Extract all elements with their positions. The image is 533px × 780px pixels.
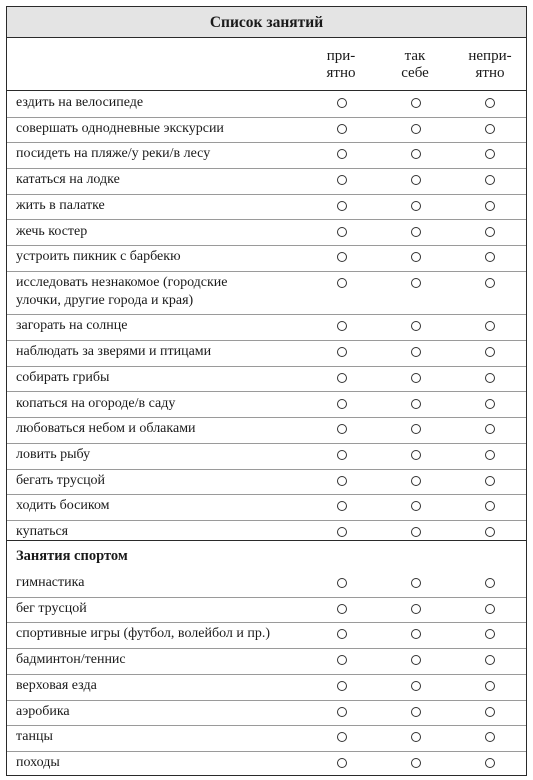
- column-header-so-so: так себе: [401, 48, 429, 81]
- radio-unpleasant[interactable]: [485, 347, 495, 357]
- radio-so-so[interactable]: [411, 758, 421, 768]
- activity-label: кататься на лодке: [16, 172, 120, 188]
- activity-label: бег трусцой: [16, 600, 87, 616]
- activity-label: ходить босиком: [16, 498, 110, 514]
- row-divider: [7, 700, 526, 701]
- radio-pleasant[interactable]: [337, 424, 347, 434]
- radio-so-so[interactable]: [411, 604, 421, 614]
- radio-so-so[interactable]: [411, 227, 421, 237]
- radio-pleasant[interactable]: [337, 604, 347, 614]
- radio-pleasant[interactable]: [337, 732, 347, 742]
- row-divider: [7, 443, 526, 444]
- activity-label: собирать грибы: [16, 369, 110, 385]
- activity-label: наблюдать за зверями и птицами: [16, 344, 212, 360]
- radio-unpleasant[interactable]: [485, 732, 495, 742]
- radio-unpleasant[interactable]: [485, 252, 495, 262]
- radio-unpleasant[interactable]: [485, 476, 495, 486]
- row-divider: [7, 391, 526, 392]
- activity-label: копаться на огороде/в саду: [16, 395, 176, 411]
- radio-so-so[interactable]: [411, 655, 421, 665]
- activity-label: танцы: [16, 729, 53, 745]
- row-divider: [7, 674, 526, 675]
- radio-pleasant[interactable]: [337, 399, 347, 409]
- radio-pleasant[interactable]: [337, 124, 347, 134]
- radio-unpleasant[interactable]: [485, 399, 495, 409]
- activity-label: бегать трусцой: [16, 472, 106, 488]
- activity-label: верховая езда: [16, 677, 97, 693]
- radio-so-so[interactable]: [411, 681, 421, 691]
- radio-so-so[interactable]: [411, 373, 421, 383]
- radio-pleasant[interactable]: [337, 278, 347, 288]
- activity-label: жить в палатке: [16, 197, 105, 213]
- row-divider: [7, 725, 526, 726]
- activity-label: улочки, другие города и края): [16, 292, 194, 308]
- row-divider: [7, 340, 526, 341]
- radio-so-so[interactable]: [411, 399, 421, 409]
- radio-so-so[interactable]: [411, 347, 421, 357]
- radio-unpleasant[interactable]: [485, 578, 495, 588]
- radio-pleasant[interactable]: [337, 347, 347, 357]
- activity-label: купаться: [16, 524, 69, 539]
- radio-pleasant[interactable]: [337, 201, 347, 211]
- row-divider: [7, 245, 526, 246]
- radio-pleasant[interactable]: [337, 175, 347, 185]
- radio-unpleasant[interactable]: [485, 175, 495, 185]
- row-divider: [7, 622, 526, 623]
- radio-pleasant[interactable]: [337, 655, 347, 665]
- radio-pleasant[interactable]: [337, 450, 347, 460]
- radio-so-so[interactable]: [411, 252, 421, 262]
- radio-unpleasant[interactable]: [485, 604, 495, 614]
- radio-pleasant[interactable]: [337, 227, 347, 237]
- header-divider: [7, 90, 526, 91]
- radio-pleasant[interactable]: [337, 758, 347, 768]
- radio-so-so[interactable]: [411, 732, 421, 742]
- radio-pleasant[interactable]: [337, 321, 347, 331]
- radio-so-so[interactable]: [411, 124, 421, 134]
- radio-so-so[interactable]: [411, 450, 421, 460]
- section-title-sports: Занятия спортом: [16, 548, 128, 564]
- radio-unpleasant[interactable]: [485, 201, 495, 211]
- radio-so-so[interactable]: [411, 578, 421, 588]
- row-divider: [7, 117, 526, 118]
- radio-so-so[interactable]: [411, 476, 421, 486]
- activity-label: устроить пикник с барбекю: [16, 249, 181, 265]
- radio-unpleasant[interactable]: [485, 373, 495, 383]
- activity-list-table: [6, 6, 527, 776]
- radio-unpleasant[interactable]: [485, 424, 495, 434]
- activity-label: совершать однодневные экскурсии: [16, 120, 224, 136]
- radio-so-so[interactable]: [411, 149, 421, 159]
- radio-unpleasant[interactable]: [485, 149, 495, 159]
- radio-unpleasant[interactable]: [485, 98, 495, 108]
- radio-unpleasant[interactable]: [485, 707, 495, 717]
- activity-label: загорать на солнце: [16, 318, 128, 334]
- activity-label: любоваться небом и облаками: [16, 421, 196, 437]
- row-divider: [7, 314, 526, 315]
- radio-unpleasant[interactable]: [485, 278, 495, 288]
- radio-unpleasant[interactable]: [485, 527, 495, 537]
- row-divider: [7, 597, 526, 598]
- radio-pleasant[interactable]: [337, 476, 347, 486]
- radio-pleasant[interactable]: [337, 149, 347, 159]
- column-header-unpleasant: непри- ятно: [468, 48, 512, 81]
- radio-unpleasant[interactable]: [485, 629, 495, 639]
- radio-pleasant[interactable]: [337, 252, 347, 262]
- activity-label: аэробика: [16, 703, 70, 719]
- row-divider: [7, 168, 526, 169]
- row-divider: [7, 194, 526, 195]
- activity-label: посидеть на пляже/у реки/в лесу: [16, 146, 211, 162]
- row-divider: [7, 751, 526, 752]
- activity-label: ловить рыбу: [16, 446, 91, 462]
- radio-so-so[interactable]: [411, 424, 421, 434]
- radio-so-so[interactable]: [411, 527, 421, 537]
- radio-pleasant[interactable]: [337, 578, 347, 588]
- radio-unpleasant[interactable]: [485, 655, 495, 665]
- row-divider: [7, 271, 526, 272]
- row-divider: [7, 648, 526, 649]
- row-divider: [7, 219, 526, 220]
- row-divider: [7, 417, 526, 418]
- activity-label: гимнастика: [16, 575, 85, 590]
- radio-unpleasant[interactable]: [485, 501, 495, 511]
- radio-so-so[interactable]: [411, 629, 421, 639]
- radio-pleasant[interactable]: [337, 373, 347, 383]
- activity-label: походы: [16, 754, 60, 770]
- activity-label: жечь костер: [16, 223, 88, 239]
- radio-so-so[interactable]: [411, 321, 421, 331]
- activity-label: спортивные игры (футбол, волейбол и пр.): [16, 626, 271, 642]
- column-header-pleasant: при- ятно: [326, 48, 356, 81]
- activity-label: исследовать незнакомое (городские: [16, 274, 228, 290]
- row-divider: [7, 366, 526, 367]
- radio-so-so[interactable]: [411, 501, 421, 511]
- radio-so-so[interactable]: [411, 175, 421, 185]
- radio-pleasant[interactable]: [337, 98, 347, 108]
- radio-pleasant[interactable]: [337, 527, 347, 537]
- radio-unpleasant[interactable]: [485, 227, 495, 237]
- row-divider: [7, 494, 526, 495]
- radio-so-so[interactable]: [411, 707, 421, 717]
- radio-unpleasant[interactable]: [485, 681, 495, 691]
- activity-label: ездить на велосипеде: [16, 95, 144, 110]
- row-divider: [7, 142, 526, 143]
- row-divider: [7, 469, 526, 470]
- radio-so-so[interactable]: [411, 98, 421, 108]
- row-divider: [7, 520, 526, 521]
- radio-so-so[interactable]: [411, 201, 421, 211]
- radio-pleasant[interactable]: [337, 629, 347, 639]
- radio-unpleasant[interactable]: [485, 321, 495, 331]
- radio-unpleasant[interactable]: [485, 450, 495, 460]
- table-title: Список занятий: [7, 7, 526, 38]
- activity-label: бадминтон/теннис: [16, 652, 126, 668]
- radio-unpleasant[interactable]: [485, 758, 495, 768]
- radio-pleasant[interactable]: [337, 681, 347, 691]
- radio-unpleasant[interactable]: [485, 124, 495, 134]
- radio-pleasant[interactable]: [337, 501, 347, 511]
- radio-so-so[interactable]: [411, 278, 421, 288]
- radio-pleasant[interactable]: [337, 707, 347, 717]
